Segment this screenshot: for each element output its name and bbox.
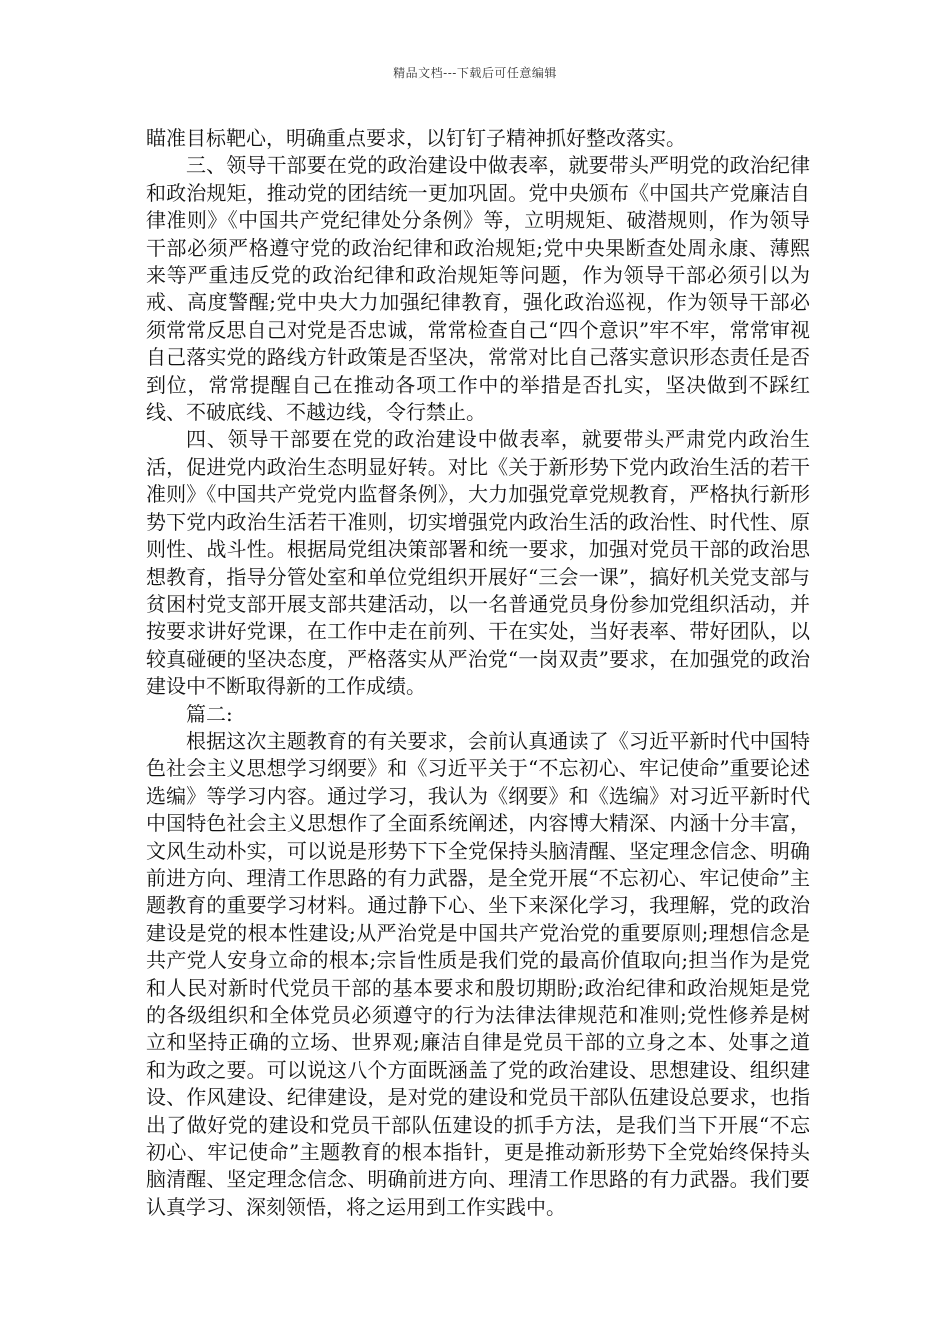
paragraph-continuation: 瞄准目标靶心，明确重点要求，以钉钉子精神抓好整改落实。 <box>146 126 686 150</box>
page-header: 精品文档---下载后可任意编辑 <box>393 66 557 80</box>
paragraph-section-four: 四、领导干部要在党的政治建设中做表率，就要带头严肃党内政治生活，促进党内政治生态明显好转。对比《关于新形势下党内政治生活的若干准则》《中国共产党党内监督条例》，大力加强党章党规教育，严格执行新形势下党内政治生活若干准则，切实增强党内政治生活的政治性、时代性、原则性、战斗性。根据局党组决策部署和统一要求，加强对党员干部的政治思想教育，指导分管处室和单位党组织开展好“三会一课”，搞好机关党支部与贫困村党支部开展支部共建活动，以一名普通党员身份参加党组织活动，并按要求讲好党课，在工作中走在前列、干在实处，当好表率、带好团队，以较真碰硬的坚决态度，严格落实从严治党“一岗双责”要求，在加强党的政治建设中不断取得新的工作成绩。 <box>146 427 810 699</box>
document-body <box>146 125 810 1221</box>
paragraph-part-two-body: 根据这次主题教育的有关要求，会前认真通读了《习近平新时代中国特色社会主义思想学习纲要》和《习近平关于“不忘初心、牢记使命”重要论述选编》等学习内容。通过学习，我认为《纲要》和《选编》对习近平新时代中国特色社会主义思想作了全面系统阐述，内容博大精深、内涵十分丰富，文风生动朴实，可以说是形势下下全党保持头脑清醒、坚定理念信念、明确前进方向、理清工作思路的有力武器，是全党开展“不忘初心、牢记使命”主题教育的重要学习材料。通过静下心、坐下来深化学习，我理解，党的政治建设是党的根本性建设;从严治党是中国共产党治党的重要原则;理想信念是共产党人安身立命的根本;宗旨性质是我们党的最高价值取向;担当作为是党和人民对新时代党员干部的基本要求和殷切期盼;政治纪律和政治规矩是党的各级组织和全体党员必须遵守的行为法律法律规范和准则;党性修养是树立和坚持正确的立场、世界观;廉洁自律是党员干部的立身之本、处事之道和为政之要。可以说这八个方面既涵盖了党的政治建设、思想建设、组织建设、作风建设、纪律建设，是对党的建设和党员干部队伍建设总要求，也指出了做好党的建设和党员干部队伍建设的抓手方法，是我们当下开展“不忘初心、牢记使命”主题教育的根本指针，更是推动新形势下全党始终保持头脑清醒、坚定理念信念、明确前进方向、理清工作思路的有力武器。我们要认真学习、深刻领悟，将之运用到工作实践中。 <box>146 728 810 1219</box>
section-heading-part-two: 篇二: <box>186 701 233 726</box>
paragraph-section-three: 三、领导干部要在党的政治建设中做表率，就要带头严明党的政治纪律和政治规矩，推动党的团结统一更加巩固。党中央颁布《中国共产党廉洁自律准则》《中国共产党纪律处分条例》等，立明规矩、破潜规则，作为领导干部必须严格遵守党的政治纪律和政治规矩;党中央果断查处周永康、薄熙来等严重违反党的政治纪律和政治规矩等问题，作为领导干部必须引以为戒、高度警醒;党中央大力加强纪律教育，强化政治巡视，作为领导干部必须常常反思自己对党是否忠诚，常常检查自己“四个意识”牢不牢，常常审视自己落实党的路线方针政策是否坚决，常常对比自己落实意识形态责任是否到位，常常提醒自己在推动各项工作中的举措是否扎实，坚决做到不踩红线、不破底线、不越边线，令行禁止。 <box>146 153 810 425</box>
